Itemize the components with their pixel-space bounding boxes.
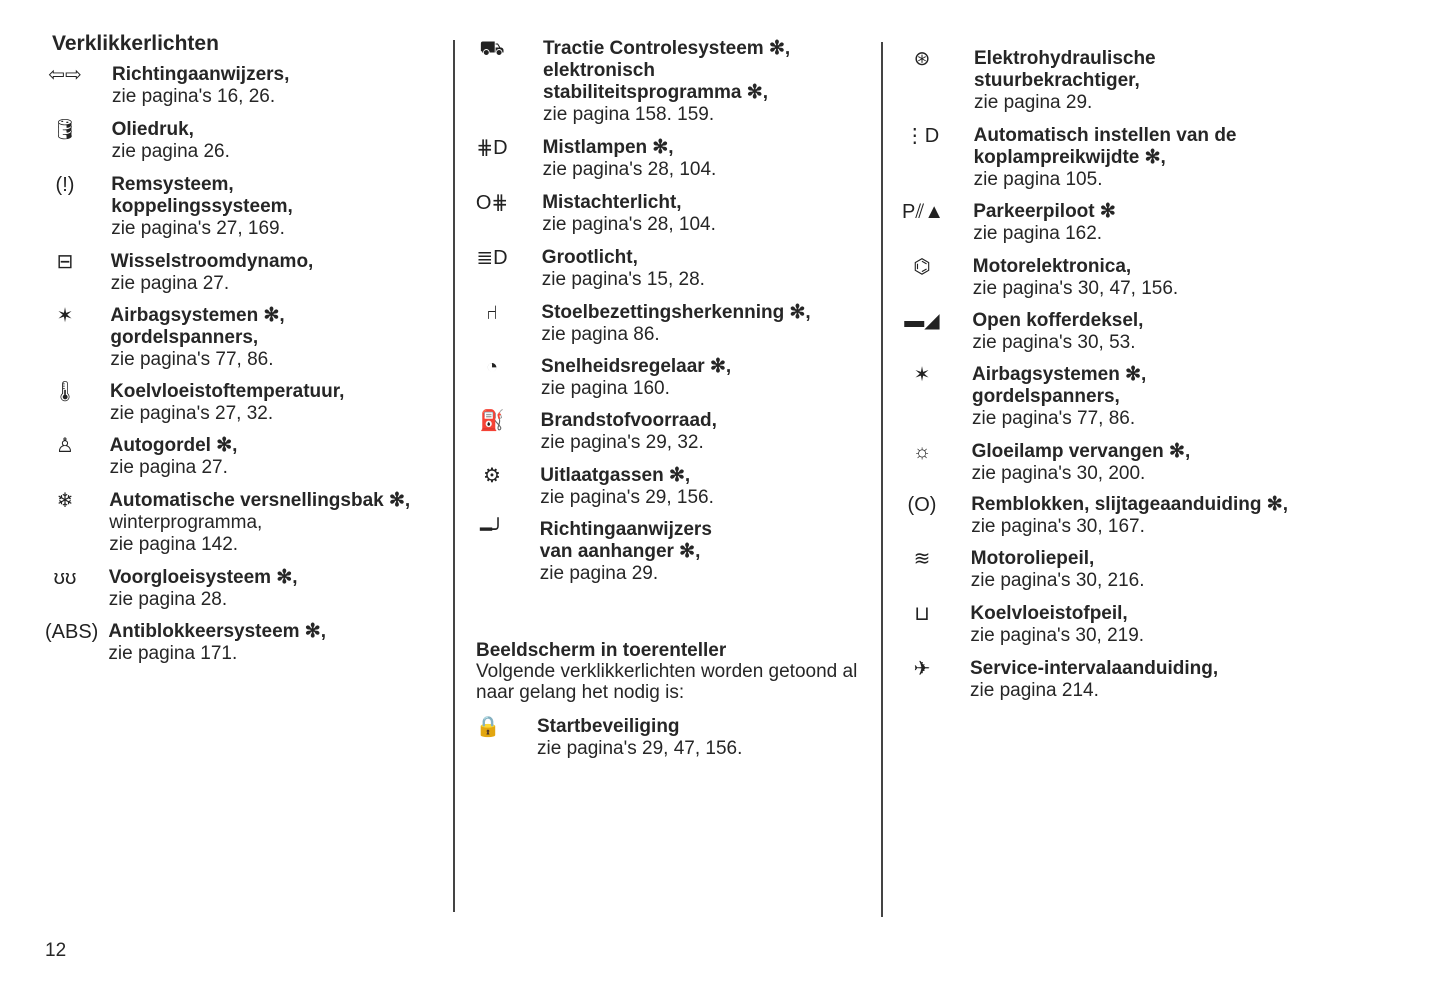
warning-light-entry xyxy=(111,251,314,295)
entry-title: Richtingaanwijzers, xyxy=(112,64,290,85)
warning-light-entry xyxy=(973,201,1116,245)
entry-page-reference: zie pagina's 29, 47, 156. xyxy=(537,738,743,759)
entry-title: Oliedruk, xyxy=(111,119,194,140)
entry-title: Snelheidsregelaar ✻, xyxy=(541,356,732,377)
entry-page-reference: zie pagina's 27, 169. xyxy=(111,218,285,239)
entry-page-reference: zie pagina's 15, 28. xyxy=(541,269,705,290)
warning-light-entry xyxy=(973,256,1178,300)
power-steering-icon: ⊛ xyxy=(913,48,931,70)
bulb-icon: ☼ xyxy=(912,441,932,463)
entry-title: Airbagsystemen ✻, xyxy=(972,364,1147,385)
entry-page-reference: zie pagina 29. xyxy=(539,563,659,584)
entry-title: Automatische versnellingsbak ✻, xyxy=(109,490,411,511)
entry-title: Automatisch instellen van de xyxy=(973,125,1237,146)
abs-icon: (ABS) xyxy=(45,621,99,643)
entry-title: Grootlicht, xyxy=(541,247,638,268)
entry-title: Elektrohydraulische xyxy=(974,48,1156,69)
warning-light-entry xyxy=(537,716,742,760)
warning-light-entry xyxy=(540,519,712,585)
entry-page-reference: zie pagina's 30, 53. xyxy=(972,332,1136,353)
entry-page-reference: zie pagina 162. xyxy=(973,223,1103,244)
entry-page-reference: zie pagina's 30, 219. xyxy=(970,625,1145,646)
entry-page-reference: zie pagina's 29, 156. xyxy=(540,487,714,508)
warning-light-entry xyxy=(110,381,344,425)
warning-light-entry xyxy=(971,494,1288,538)
entry-page-reference: zie pagina 29. xyxy=(974,92,1093,113)
warning-light-entry xyxy=(109,567,298,611)
entry-title: gordelspanners, xyxy=(110,327,259,348)
warning-light-entry xyxy=(970,603,1144,647)
service-icon: ✈ xyxy=(913,658,931,680)
entry-title: Antiblokkeersysteem ✻, xyxy=(108,621,327,642)
warning-light-entry xyxy=(110,435,238,479)
entry-page-reference: zie pagina 28. xyxy=(108,589,228,610)
coolant-level-icon: ⊔ xyxy=(914,603,930,625)
warning-light-entry xyxy=(108,621,326,665)
entry-title: Service-intervalaanduiding, xyxy=(970,658,1219,679)
entry-page-reference: zie pagina's 28, 104. xyxy=(542,214,716,235)
entry-page-reference: zie pagina's 27, 32. xyxy=(110,403,274,424)
entry-page-reference: zie pagina's 16, 26. xyxy=(112,86,276,107)
warning-light-entry xyxy=(110,305,284,371)
rear-fog-lamp-icon: O⋕ xyxy=(475,192,509,214)
oil-pressure-icon: 🛢 xyxy=(52,119,78,141)
entry-page-reference: zie pagina's 30, 216. xyxy=(970,570,1145,591)
entry-page-reference: zie pagina 27. xyxy=(110,273,230,294)
warning-light-entry xyxy=(542,192,716,236)
entry-title: Motorelektronica, xyxy=(972,256,1132,277)
entry-title: van aanhanger ✻, xyxy=(539,541,701,562)
snowflake-icon: ❄ xyxy=(56,490,74,512)
entry-title: Richtingaanwijzers xyxy=(539,519,712,540)
page-number: 12 xyxy=(45,940,67,961)
warning-light-entry xyxy=(971,548,1145,592)
warning-light-entry xyxy=(541,410,717,454)
warning-light-entry xyxy=(541,302,810,346)
entry-page-reference: zie pagina's 29, 32. xyxy=(540,432,704,453)
entry-title: stuurbekrachtiger, xyxy=(974,70,1140,91)
warning-light-entry xyxy=(974,125,1237,191)
entry-title: Startbeveiliging xyxy=(537,716,680,737)
seat-occupancy-icon: ⑁ xyxy=(486,302,498,324)
airbag-icon: ✶ xyxy=(56,305,74,327)
entry-page-reference: zie pagina's 77, 86. xyxy=(110,349,274,370)
headlamp-leveling-icon: ⋮D xyxy=(904,125,940,147)
immobilizer-icon: 🔒 xyxy=(475,716,501,738)
entry-title: Tractie Controlesysteem ✻, xyxy=(543,38,791,59)
entry-title: Parkeerpiloot ✻ xyxy=(973,201,1116,222)
entry-title: koppelingssysteem, xyxy=(111,196,293,217)
display-section xyxy=(476,640,857,703)
entry-title: stabiliteitsprogramma ✻, xyxy=(543,82,768,103)
airbag-icon: ✶ xyxy=(913,364,931,386)
warning-light-entry xyxy=(542,247,705,291)
entry-title: Mistlampen ✻, xyxy=(542,137,674,158)
turn-signal-icon: ⇦⇨ xyxy=(48,64,82,86)
entry-title: Open kofferdeksel, xyxy=(972,310,1144,331)
entry-title: Stoelbezettingsherkenning ✻, xyxy=(541,302,811,323)
entry-page-reference: zie pagina 171. xyxy=(108,643,238,664)
entry-title: Voorgloeisysteem ✻, xyxy=(108,567,298,588)
glow-plug-icon: ʊʊ xyxy=(53,567,77,589)
entry-title: Remblokken, slijtageaanduiding ✻, xyxy=(971,494,1288,515)
warning-light-entry xyxy=(972,310,1143,354)
warning-light-entry xyxy=(972,364,1146,430)
column-divider xyxy=(881,42,883,917)
entry-page-reference: zie pagina's 28, 104. xyxy=(542,159,717,180)
fuel-icon: ⛽ xyxy=(479,410,505,432)
coolant-temperature-icon: 🌡 xyxy=(52,381,78,403)
warning-light-entry xyxy=(972,441,1191,485)
warning-light-entry xyxy=(109,490,410,556)
brake-system-icon: (!) xyxy=(55,174,75,196)
engine-electronics-icon: ⌬ xyxy=(913,256,931,278)
entry-title: Autogordel ✻, xyxy=(109,435,238,456)
entry-page-reference: zie pagina 158. 159. xyxy=(543,104,715,125)
entry-title: Koelvloeistoftemperatuur, xyxy=(110,381,345,402)
warning-light-entry xyxy=(543,137,717,181)
engine-emission-icon: ⚙ xyxy=(483,465,501,487)
fog-lamp-icon: ⋕D xyxy=(476,137,508,159)
display-section-intro: naar gelang het nodig is: xyxy=(476,682,685,703)
cruise-control-icon: ◔ xyxy=(485,356,499,378)
display-section-heading: Beeldscherm in toerenteller xyxy=(476,640,727,661)
battery-icon: ⊟ xyxy=(56,251,74,273)
warning-light-entry xyxy=(970,658,1218,702)
trailer-turn-signal-icon: ━╯ xyxy=(479,519,505,541)
entry-title: Remsysteem, xyxy=(111,174,234,195)
entry-page-reference: zie pagina 105. xyxy=(973,169,1103,190)
warning-light-entry xyxy=(112,64,289,108)
trunk-open-icon: ▬◢ xyxy=(904,310,940,332)
entry-page-reference: zie pagina's 30, 167. xyxy=(971,516,1145,537)
oil-level-icon: ≋ xyxy=(913,548,931,570)
high-beam-icon: ≣D xyxy=(476,247,508,269)
warning-light-entry xyxy=(111,174,293,240)
entry-page-reference: zie pagina 26. xyxy=(111,141,230,162)
parking-pilot-icon: P⫽▲ xyxy=(902,201,945,223)
warning-light-entry xyxy=(541,356,731,400)
entry-page-reference: zie pagina's 30, 47, 156. xyxy=(972,278,1179,299)
entry-page-reference: zie pagina 27. xyxy=(109,457,228,478)
entry-title: koplampreikwijdte ✻, xyxy=(973,147,1166,168)
entry-title: Airbagsystemen ✻, xyxy=(110,305,285,326)
entry-page-reference: zie pagina's 30, 200. xyxy=(971,463,1146,484)
entry-title: Wisselstroomdynamo, xyxy=(110,251,314,272)
warning-light-entry xyxy=(540,465,714,509)
entry-title: Brandstofvoorraad, xyxy=(540,410,717,431)
entry-page-reference: zie pagina 214. xyxy=(970,680,1099,701)
entry-page-reference: zie pagina 86. xyxy=(541,324,660,345)
warning-light-entry xyxy=(974,48,1156,114)
entry-title: Mistachterlicht, xyxy=(542,192,682,213)
entry-title: Uitlaatgassen ✻, xyxy=(540,465,691,486)
entry-title: gordelspanners, xyxy=(972,386,1120,407)
entry-page-reference: zie pagina 142. xyxy=(109,534,239,555)
seatbelt-icon: ♙ xyxy=(56,435,74,457)
entry-page-reference: winterprogramma, xyxy=(109,512,263,533)
entry-page-reference: zie pagina's 77, 86. xyxy=(972,408,1136,429)
entry-title: Motoroliepeil, xyxy=(970,548,1095,569)
display-section-intro: Volgende verklikkerlichten worden getoond al xyxy=(476,661,858,682)
warning-light-entry xyxy=(112,119,230,163)
warning-light-entry xyxy=(543,38,790,126)
entry-title: Gloeilamp vervangen ✻, xyxy=(971,441,1191,462)
entry-title: Koelvloeistofpeil, xyxy=(970,603,1128,624)
entry-page-reference: zie pagina 160. xyxy=(541,378,670,399)
brake-pad-icon: (O) xyxy=(907,494,937,516)
entry-title: elektronisch xyxy=(543,60,655,81)
traction-control-icon: ⛟ xyxy=(479,38,505,60)
column-divider xyxy=(453,40,455,912)
section-heading: Verklikkerlichten xyxy=(52,32,219,55)
